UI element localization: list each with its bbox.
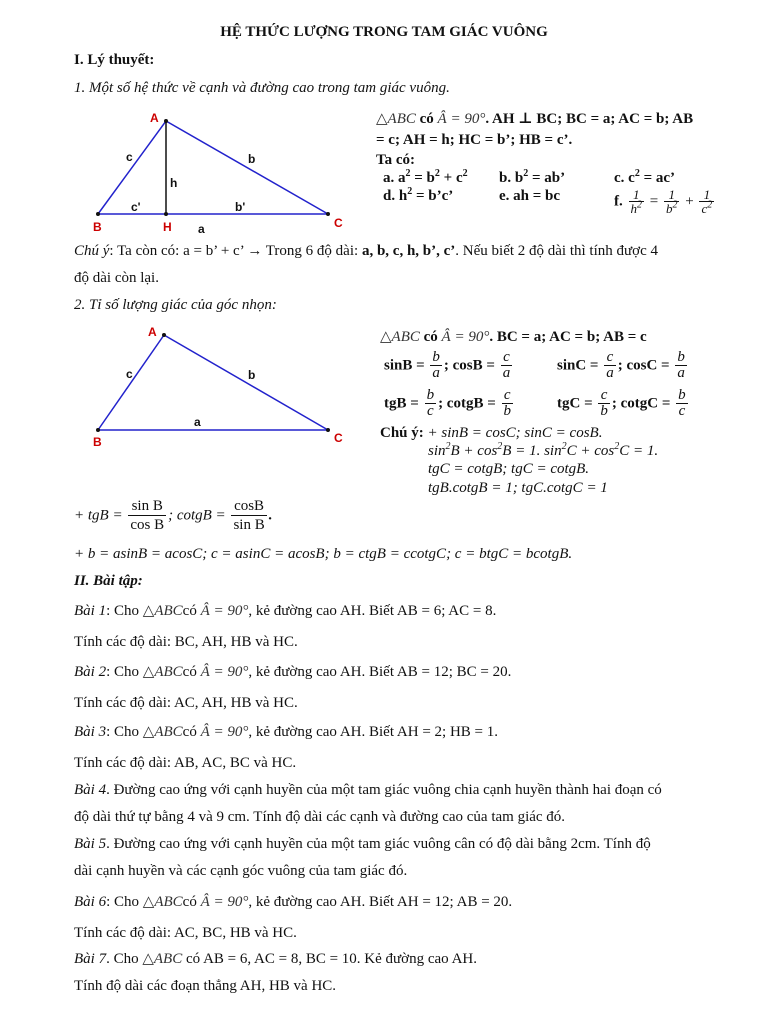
given-1-line-2: = c; AH = h; HC = b’; HB = c’. [376,132,573,148]
fig1-label-bprime: b' [235,200,246,214]
exercise-5-line-1: Bài 5. Đường cao ứng với cạnh huyền của một tam giác vuông cân có độ dài bằng 2cm. Tính độ [74,836,651,852]
fig2-label-a: a [194,415,201,429]
note-1-line-2: độ dài còn lại. [74,270,159,286]
ratio-sinB-cosB: sinB = $\frac{b}{a}$ ; cosB = $\frac{c}{a}$ [384,349,511,381]
given-1-line-1 [376,109,693,129]
triangle-figure-1 [90,108,350,238]
ratio-tgB-cotgB: tgB = $\frac{b}{c}$ ; cotgB = $\frac{c}{b}$ [384,387,512,419]
note-2-line-4: tgB.cotgB = 1; tgC.cotgC = 1 [428,480,608,496]
section-theory-heading: I. Lý thuyết: [74,52,155,68]
exercise-4-line-1: Bài 4. Đường cao ứng với cạnh huyền của một tam giác vuông chia cạnh huyền thành hai đoạn có [74,782,662,798]
ratio-sinC-cosC: sinC = $\frac{c}{a}$ ; cosC = $\frac{b}{a}$ [557,349,685,381]
exercise-5-line-2: dài cạnh huyền và các cạnh góc vuông của tam giác đó. [74,863,408,879]
fig1-label-C: C [334,216,343,230]
page-title: HỆ THỨC LƯỢNG TRONG TAM GIÁC VUÔNG [220,24,548,40]
triangle-symbol: △ABC [376,111,416,127]
subsection-2-heading: 2. Tỉ số lượng giác của góc nhọn: [74,297,277,313]
formula-c: c. $c^2$ = ac’ [614,168,676,186]
fig2-label-b: b [248,368,256,382]
fig1-label-a: a [198,222,205,236]
exercise-2-line-1: Bài 2: Cho △ABCcó Â = 90°, kẻ đường cao AH. Biết AB = 12; BC = 20. [74,664,512,680]
given-1-rest: . AH ⊥ BC; BC = a; AC = b; AB [485,111,694,127]
formula-b: b. $b^2$ = ab’ [499,168,566,186]
tg-cotg-formula: + tgB = $\frac{\text{sin B}}{\text{cos B}}$ ; cotgB = $\frac{\cos B}{\text{sin B}}$ . [74,498,273,533]
section-exercises-heading: II. Bài tập: [74,573,143,589]
exercise-1-line-2: Tính các độ dài: BC, AH, HB và HC. [74,634,298,650]
exercise-6-line-1: Bài 6: Cho △ABCcó Â = 90°, kẻ đường cao AH. Biết AH = 12; AB = 20. [74,894,513,910]
note-1-line-1: Chú ý: Ta còn có: a = b’ + c’ → Trong 6 độ dài: a, b, c, h, b’, c’. Nếu biết 2 độ dài thì tính được 4 [74,243,658,259]
taco-label: Ta có: [376,152,416,168]
exercise-6-line-2: Tính các độ dài: AC, BC, HB và HC. [74,925,297,941]
exercise-7-line-1: Bài 7. Cho △ABC có AB = 6, AC = 8, BC = 10. Kẻ đường cao AH. [74,951,478,967]
b-relations-line: + b = asinB = acosC; c = asinC = acosB; b = ctgB = ccotgC; c = btgC = bcotgB. [74,546,573,562]
given-2-line: △ABC có Â = 90°. BC = a; AC = b; AB = c [380,329,647,345]
exercise-3-line-2: Tính các độ dài: AB, AC, BC và HC. [74,755,297,771]
fig1-label-c: c [126,150,133,164]
fig1-label-h: h [170,176,178,190]
subsection-1-heading: 1. Một số hệ thức về cạnh và đường cao trong tam giác vuông. [74,80,450,96]
fig1-label-H: H [163,220,172,234]
exercise-4-line-2: độ dài thứ tự bằng 4 và 9 cm. Tính độ dài các cạnh và đường cao của tam giác đó. [74,809,566,825]
right-angle-expr: Â = 90° [437,111,486,127]
ratio-tgC-cotgC: tgC = $\frac{c}{b}$ ; cotgC = $\frac{b}{c}$ [557,387,686,419]
note-2-line-3: tgC = cotgB; tgC = cotgB. [428,461,590,477]
fig1-label-cprime: c' [131,200,141,214]
note-2-line-2: $\sin^2B + \cos^2B = 1$. $\sin^2C + \cos^2C = 1$. [428,441,659,459]
exercise-1-line-1: Bài 1: Cho △ABCcó Â = 90°, kẻ đường cao AH. Biết AB = 6; AC = 8. [74,603,497,619]
formula-f: f. $\frac{1}{h^2}$ = $\frac{1}{b^2}$ + $\frac{1}{c^2}$ [614,187,713,216]
triangle-figure-2 [90,322,350,452]
formula-a: a. $a^2 = b^2 + c^2$ [383,168,468,186]
note-2-line-1: Chú ý: + sinB = cosC; sinC = cosB. [380,425,603,441]
fig1-label-A: A [150,111,159,125]
fig2-label-C: C [334,431,343,445]
given-co: có [419,111,434,127]
fig1-label-b: b [248,152,256,166]
exercise-2-line-2: Tính các độ dài: AC, AH, HB và HC. [74,695,298,711]
exercise-7-line-2: Tính độ dài các đoạn thẳng AH, HB và HC. [74,978,337,994]
formula-d: d. $h^2$ = b’c’ [383,186,454,204]
formula-e: e. ah = bc [499,188,561,204]
fig2-label-c: c [126,367,133,381]
fig2-label-B: B [93,435,102,449]
fig1-label-B: B [93,220,102,234]
exercise-3-line-1: Bài 3: Cho △ABCcó Â = 90°, kẻ đường cao AH. Biết AH = 2; HB = 1. [74,724,499,740]
fig2-label-A: A [148,325,157,339]
